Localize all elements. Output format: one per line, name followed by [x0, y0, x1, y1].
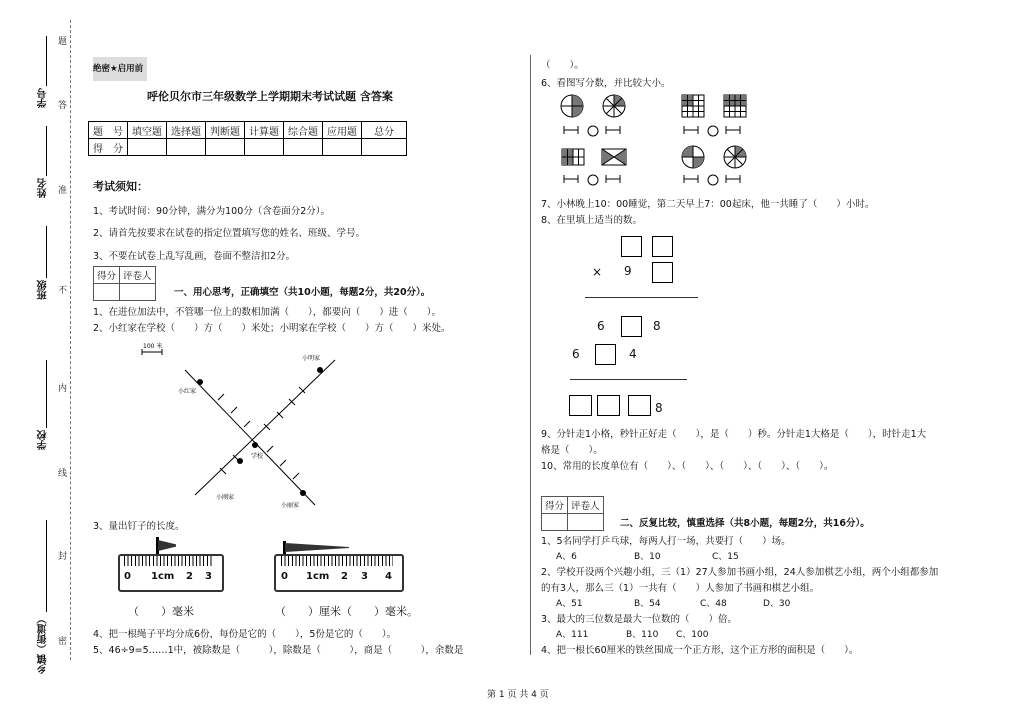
question-8: 8、在里填上适当的数。 [541, 215, 643, 226]
question-10: 10、常用的长度单位有（ ）、（ ）、（ ）、（ ）、（ ）。 [541, 461, 834, 472]
page-title: 呼伦贝尔市三年级数学上学期期末考试试题 含答案 [147, 90, 393, 103]
name-line [46, 126, 47, 176]
township-line [46, 520, 47, 612]
question-4: 4、把一根绳子平均分成6份，每份是它的（ ），5份是它的（ ）。 [93, 629, 397, 640]
student-id-line [46, 36, 47, 86]
score-cell[interactable] [245, 139, 284, 156]
question-2: 2、小红家在学校（ ）方（ ）米处；小明家在学校（ ）方（ ）米处。 [93, 323, 451, 334]
class-label: 班级 [38, 280, 49, 300]
xiaohong-label: 小红家 [178, 388, 197, 395]
digit: 6 [572, 347, 580, 361]
eval-score-cell[interactable] [542, 514, 568, 531]
xiaoli-point [300, 490, 306, 496]
blank-box[interactable] [597, 395, 620, 416]
question-5-continued: （ ）。 [541, 60, 584, 71]
s2-question-1: 1、5名同学打乒乓球，每两人打一场，共要打（ ）场。 [541, 536, 791, 547]
binding-dashed-line [70, 20, 71, 660]
nail-icon [158, 540, 176, 551]
scale-label: 100 米 [143, 343, 163, 350]
ruler-tick-label: 0 [281, 571, 288, 582]
road-line-b [195, 360, 335, 495]
digit: 6 [597, 319, 605, 333]
score-cell[interactable] [167, 139, 206, 156]
margin-word: 封 [58, 552, 68, 562]
notice-heading: 考试须知： [93, 180, 148, 193]
s2-question-4: 4、把一根长60厘米的铁丝围成一个正方形，这个正方形的面积是（ ）。 [541, 645, 859, 656]
question-6: 6、看图写分数，并比较大小。 [541, 78, 671, 89]
blank-box[interactable] [628, 395, 651, 416]
score-table-header: 综合题 [284, 122, 323, 139]
blank-box[interactable] [569, 395, 592, 416]
fraction-grid-2 [724, 95, 746, 117]
eval-score-cell[interactable] [94, 284, 120, 301]
score-cell[interactable] [323, 139, 362, 156]
calc-line [585, 297, 698, 298]
section2-title: 二、反复比较，慎重选择（共8小题，每题2分，共16分）。 [620, 518, 870, 529]
option[interactable]: A、111 [556, 630, 589, 640]
fraction-circle-1 [561, 95, 583, 117]
student-id-label: 学号 [38, 88, 49, 108]
margin-word: 内 [58, 384, 68, 394]
score-cell[interactable] [206, 139, 245, 156]
compare-row-2 [564, 175, 740, 185]
question-7: 7、小林晚上10：00睡觉，第二天早上7：00起床，他一共睡了（ ）小时。 [541, 199, 875, 210]
margin-word: 线 [58, 469, 68, 479]
section1-title: 一、用心思考，正确填空（共10小题，每题2分，共20分）。 [174, 287, 431, 298]
eval-grader-label: 评卷人 [120, 267, 156, 284]
score-table [88, 121, 407, 156]
road-line-a [185, 370, 315, 505]
school-label-map: 学校 [251, 453, 264, 460]
margin-word: 密 [58, 637, 68, 647]
xiaogang-point [237, 458, 243, 464]
tick-marks [218, 387, 305, 479]
direction-map [140, 340, 360, 515]
ruler-tick-label: 1cm [306, 571, 330, 582]
eval-grader-cell[interactable] [568, 514, 604, 531]
ruler-tick-label: 1cm [151, 571, 175, 582]
digit: 8 [655, 401, 663, 415]
fraction-figures [560, 94, 760, 190]
school-label: 学校 [38, 430, 49, 450]
fraction-circle-4 [724, 146, 746, 168]
blank-box[interactable] [595, 344, 616, 365]
page-footer: 第 1 页 共 4 页 [487, 690, 549, 700]
margin-word: 准 [58, 186, 68, 196]
class-line [46, 226, 47, 278]
notice-item: 3、不要在试卷上乱写乱画，卷面不整洁扣2分。 [93, 251, 296, 262]
fraction-diamond [602, 149, 626, 165]
eval-score-label: 得分 [94, 267, 120, 284]
option[interactable]: C、15 [712, 552, 739, 562]
score-table-header: 判断题 [206, 122, 245, 139]
option[interactable]: A、51 [556, 599, 583, 609]
fraction-circle-2 [603, 95, 625, 117]
option[interactable]: B、54 [634, 599, 661, 609]
option[interactable]: C、48 [700, 599, 727, 609]
fraction-rect-1 [562, 149, 584, 165]
score-cell[interactable] [362, 139, 407, 156]
score-table-header: 填空题 [128, 122, 167, 139]
digit: 9 [624, 264, 632, 278]
blank-box[interactable] [652, 236, 673, 257]
ruler-tick-label: 3 [361, 571, 368, 582]
township-label: 乡镇（街道） [38, 614, 49, 674]
name-label: 姓名 [38, 178, 49, 198]
eval-box-2 [541, 496, 604, 531]
margin-word: 不 [58, 286, 68, 296]
margin-word: 答 [58, 101, 68, 111]
school-point [252, 442, 258, 448]
option[interactable]: B、110 [626, 630, 659, 640]
eval-box [93, 266, 156, 301]
xiaoming-label: 小明家 [302, 355, 321, 362]
question-9-cont: 格是（ ）。 [541, 445, 603, 456]
fraction-circle-3 [682, 146, 704, 168]
times-sign: × [592, 265, 603, 279]
score-row-label: 得 分 [89, 139, 128, 156]
question-5: 5、46÷9=5……1中，被除数是（ ），除数是（ ），商是（ ），余数是 [93, 645, 464, 656]
option[interactable]: B、10 [634, 552, 661, 562]
option[interactable]: D、30 [763, 599, 791, 609]
score-cell[interactable] [284, 139, 323, 156]
compare-row-1 [564, 126, 740, 136]
column-divider [530, 55, 531, 655]
ruler-tick-label: 0 [124, 571, 131, 582]
blank-box[interactable] [621, 236, 642, 257]
eval-score-label: 得分 [542, 497, 568, 514]
secret-tag: 绝密★启用前 [93, 57, 147, 81]
ruler-tick-label: 2 [186, 571, 193, 582]
question-1: 1、在进位加法中，不管哪一位上的数相加满（ ），都要向（ ）进（ ）。 [93, 307, 442, 318]
digit: 4 [629, 347, 637, 361]
notice-item: 2、请首先按要求在试卷的指定位置填写您的姓名、班级、学号。 [93, 228, 366, 239]
ruler-ticks [124, 556, 214, 566]
question-3: 3、量出钉子的长度。 [93, 521, 185, 532]
ruler-tick-label: 2 [341, 571, 348, 582]
score-table-header: 选择题 [167, 122, 206, 139]
notice-item: 1、考试时间：90分钟，满分为100分（含卷面分2分）。 [93, 206, 331, 217]
blank-box[interactable] [621, 316, 642, 337]
ruler-tick-label: 4 [385, 571, 392, 582]
calc-line [570, 379, 687, 380]
question-9: 9、分针走1小格，秒针正好走（ ），是（ ）秒。分针走1大格是（ ），时针走1大 [541, 429, 927, 440]
eval-grader-label: 评卷人 [568, 497, 604, 514]
score-table-header: 总分 [362, 122, 407, 139]
score-table-header: 计算题 [245, 122, 284, 139]
s2-question-2-cont: 的有3人，那么三（1）一共有（ ）人参加了书画和棋艺小组。 [541, 583, 820, 594]
nail-icon [285, 543, 349, 552]
blank-box[interactable] [652, 262, 673, 283]
school-line [46, 360, 47, 428]
fraction-grid-1 [682, 95, 704, 117]
score-table-header: 应用题 [323, 122, 362, 139]
eval-grader-cell[interactable] [120, 284, 156, 301]
xiaogang-label: 小刚家 [216, 494, 235, 501]
ruler-ticks [281, 556, 393, 566]
score-table-header: 题 号 [89, 122, 128, 139]
margin-word: 题 [58, 37, 68, 47]
score-cell[interactable] [128, 139, 167, 156]
s2-question-2: 2、学校开设两个兴趣小组，三（1）27人参加书画小组，24人参加棋艺小组，两个小组都参加 [541, 567, 939, 578]
option[interactable]: A、6 [556, 552, 577, 562]
xiaohong-point [197, 379, 203, 385]
s2-question-3: 3、最大的三位数是最大一位数的（ ）倍。 [541, 614, 738, 625]
option[interactable]: C、100 [676, 630, 709, 640]
ruler-tick-label: 3 [205, 571, 212, 582]
xiaoli-label: 小丽家 [281, 502, 300, 509]
ruler1-answer: （ ）毫米 [128, 605, 194, 618]
ruler2-answer: （ ）厘米（ ）毫米。 [275, 605, 418, 618]
digit: 8 [653, 319, 661, 333]
xiaoming-point [317, 367, 323, 373]
